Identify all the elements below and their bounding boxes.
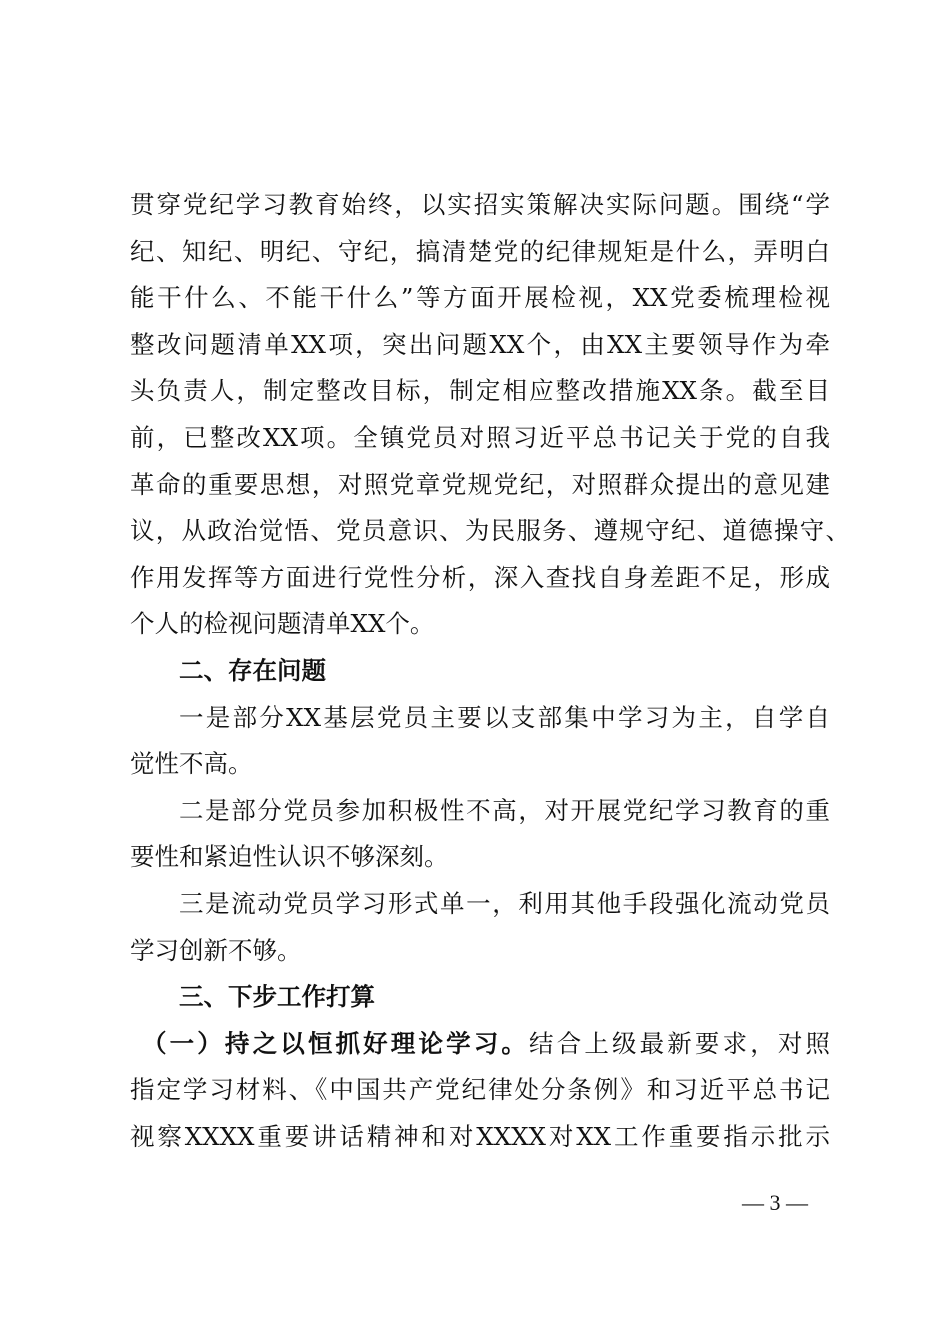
text-line: 前，已整改XX项。全镇党员对照习近平总书记关于党的自我 xyxy=(130,422,830,452)
text-line: 三是流动党员学习形式单一，利用其他手段强化流动党员 xyxy=(179,888,830,918)
text-line: 视察XXXX重要讲话精神和对XXXX对XX工作重要指示批示 xyxy=(130,1121,830,1151)
text-line: 学习创新不够。 xyxy=(130,935,302,965)
text-line: 指定学习材料、《中国共产党纪律处分条例》和习近平总书记 xyxy=(130,1075,830,1105)
text-line: 二是部分党员参加积极性不高，对开展党纪学习教育的重 xyxy=(179,795,830,825)
text-line: 一是部分XX基层党员主要以支部集中学习为主，自学自 xyxy=(179,702,830,732)
section-heading-problems: 二、存在问题 xyxy=(179,655,326,685)
text-span: 结合上级最新要求，对照 xyxy=(529,1028,831,1058)
text-line: 头负责人，制定整改目标，制定相应整改措施XX条。截至目 xyxy=(130,376,830,406)
text-line: 要性和紧迫性认识不够深刻。 xyxy=(130,842,449,872)
text-line: 能干什么、不能干什么”等方面开展检视，XX党委梳理检视 xyxy=(130,283,830,313)
text-line: 个人的检视问题清单XX个。 xyxy=(130,609,435,639)
text-line: 作用发挥等方面进行党性分析，深入查找自身差距不足，形成 xyxy=(130,562,830,592)
document-body xyxy=(130,182,850,1160)
text-line: 贯穿党纪学习教育始终，以实招实策解决实际问题。围绕“学 xyxy=(130,190,830,219)
text-line: 纪、知纪、明纪、守纪，搞清楚党的纪律规矩是什么，弄明白 xyxy=(130,236,830,266)
text-line: 整改问题清单XX项，突出问题XX个，由XX主要领导作为牵 xyxy=(130,329,830,359)
text-line: 议，从政治觉悟、党员意识、为民服务、遵规守纪、道德操守、 xyxy=(130,516,850,546)
page-number: — 3 — xyxy=(742,1190,808,1215)
text-line: 革命的重要思想，对照党章党规党纪，对照群众提出的意见建 xyxy=(130,469,830,499)
section-heading-next-steps: 三、下步工作打算 xyxy=(179,982,375,1012)
text-line: 觉性不高。 xyxy=(130,749,253,779)
subheading-lead: （一）持之以恒抓好理论学习。 xyxy=(142,1028,530,1058)
text-line xyxy=(130,1021,830,1068)
